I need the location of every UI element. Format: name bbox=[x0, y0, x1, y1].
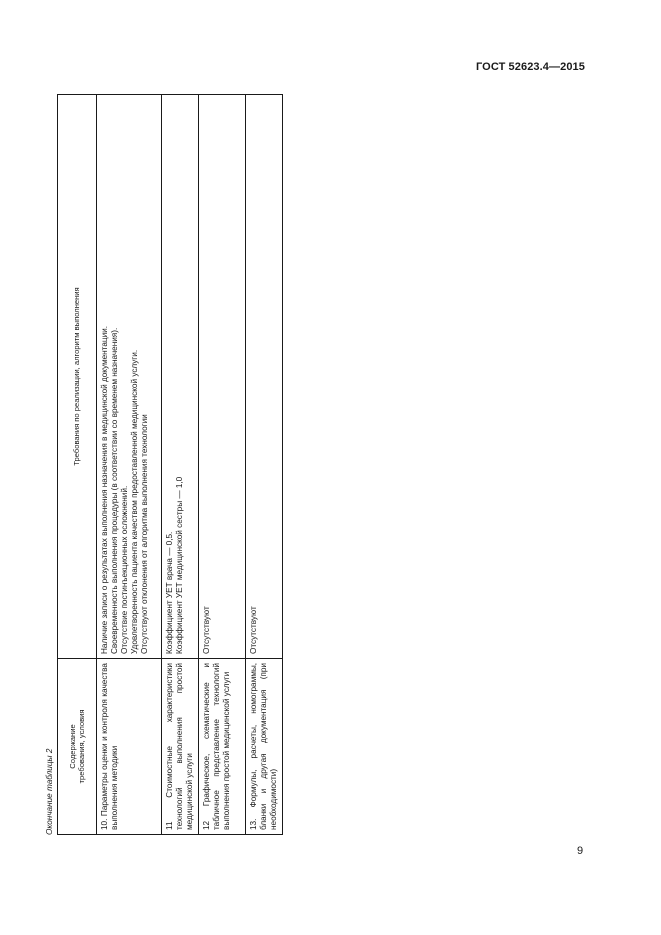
condition-cell: 12 Графическое, схематические и табличное представление технологий выполнения простой медицинской услуги bbox=[199, 659, 246, 835]
standard-code: ГОСТ 52623.4—2015 bbox=[475, 61, 585, 73]
requirements-table bbox=[57, 94, 283, 835]
requirements-cell: Коэффициент УЕТ врача — 0,5. Коэффициент УЕТ медицинской сестры — 1,0 bbox=[162, 95, 199, 659]
condition-cell: 13. Формулы, расчеты, номограммы, бланки и другая документация (при необходимости) bbox=[246, 659, 283, 835]
requirements-cell: Отсутствуют bbox=[199, 95, 246, 659]
requirements-cell: Отсутствуют bbox=[246, 95, 283, 659]
column-header-requirements: Требования по реализации, алгоритм выполнения bbox=[58, 95, 97, 659]
table-row bbox=[97, 95, 162, 835]
table-row bbox=[199, 95, 246, 835]
condition-cell: 11 Стоимостные характеристики технологий выполнения простой медицинской услуги bbox=[162, 659, 199, 835]
condition-cell: 10. Параметры оценки и контроля качества выполнения методики bbox=[97, 659, 162, 835]
page-number: 9 bbox=[577, 845, 584, 857]
requirements-cell: Наличие записи о результатах выполнения назначения в медицинской документации. Своевременность выполнения процедуры (в соответствии со временем назначения). Отсутствие постинъекционных осложнений. Удовлетворенность пациента качеством предоставленной медицинской услуги. Отсутствуют отклонения от алгоритма выполнения технологии bbox=[97, 95, 162, 659]
rotated-table-block bbox=[44, 95, 278, 835]
table-header-row bbox=[58, 95, 97, 835]
table-row bbox=[246, 95, 283, 835]
table-caption: Окончание таблицы 2 bbox=[45, 748, 54, 835]
column-header-condition: Содержание требования, условия bbox=[58, 659, 97, 835]
table-row bbox=[162, 95, 199, 835]
